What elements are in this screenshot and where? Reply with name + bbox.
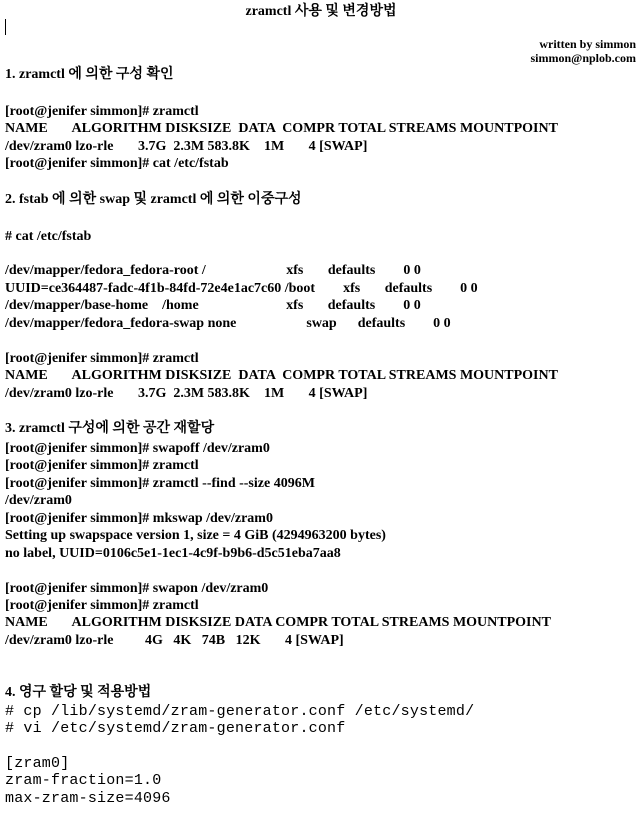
document-title: zramctl 사용 및 변경방법 [245,4,397,19]
command-line: [root@jenifer simmon]# zramctl [5,104,199,119]
output-line: Setting up swapspace version 1, size = 4 GiB (4294963200 bytes) [5,528,386,543]
table-header-line: NAME ALGORITHM DISKSIZE DATA COMPR TOTAL STREAMS MOUNTPOINT [5,368,558,383]
code-line: max-zram-size=4096 [5,790,171,807]
table-row-line: /dev/zram0 lzo-rle 4G 4K 74B 12K 4 [SWAP] [5,633,344,648]
section-heading-2: 2. fstab 에 의한 swap 및 zramctl 에 의한 이중구성 [5,192,302,207]
command-line: [root@jenifer simmon]# zramctl --find --size 4096M [5,476,315,491]
author-line: written by simmon [539,37,636,51]
output-line: no label, UUID=0106c5e1-1ec1-4c9f-b9b6-d5c51eba7aa8 [5,546,341,561]
command-line: [root@jenifer simmon]# swapon /dev/zram0 [5,581,269,596]
table-row-line: /dev/zram0 lzo-rle 3.7G 2.3M 583.8K 1M 4 [SWAP] [5,386,368,401]
fstab-line: /dev/mapper/fedora_fedora-swap none swap defaults 0 0 [5,316,451,331]
output-line: /dev/zram0 [5,493,72,508]
text-cursor [5,19,6,35]
code-line: # vi /etc/systemd/zram-generator.conf [5,720,346,737]
table-header-line: NAME ALGORITHM DISKSIZE DATA COMPR TOTAL STREAMS MOUNTPOINT [5,615,551,630]
command-line: [root@jenifer simmon]# zramctl [5,351,199,366]
table-row-line: /dev/zram0 lzo-rle 3.7G 2.3M 583.8K 1M 4 [SWAP] [5,139,368,154]
table-header-line: NAME ALGORITHM DISKSIZE DATA COMPR TOTAL STREAMS MOUNTPOINT [5,121,558,136]
section-heading-1: 1. zramctl 에 의한 구성 확인 [5,67,174,82]
author-email: simmon@nplob.com [530,51,636,65]
fstab-line: /dev/mapper/fedora_fedora-root / xfs defaults 0 0 [5,263,421,278]
command-line: [root@jenifer simmon]# mkswap /dev/zram0 [5,511,273,526]
command-line: # cat /etc/fstab [5,229,92,244]
section-heading-4: 4. 영구 할당 및 적용방법 [5,685,152,700]
fstab-line: UUID=ce364487-fadc-4f1b-84fd-72e4e1ac7c60 /boot xfs defaults 0 0 [5,281,478,296]
fstab-line: /dev/mapper/base-home /home xfs defaults 0 0 [5,298,421,313]
command-line: [root@jenifer simmon]# swapoff /dev/zram0 [5,441,270,456]
code-line: # cp /lib/systemd/zram-generator.conf /etc/systemd/ [5,703,475,720]
section-heading-3: 3. zramctl 구성에 의한 공간 재할당 [5,421,215,436]
command-line: [root@jenifer simmon]# cat /etc/fstab [5,156,229,171]
command-line: [root@jenifer simmon]# zramctl [5,598,199,613]
command-line: [root@jenifer simmon]# zramctl [5,458,199,473]
code-line: zram-fraction=1.0 [5,772,162,789]
code-line: [zram0] [5,755,70,772]
